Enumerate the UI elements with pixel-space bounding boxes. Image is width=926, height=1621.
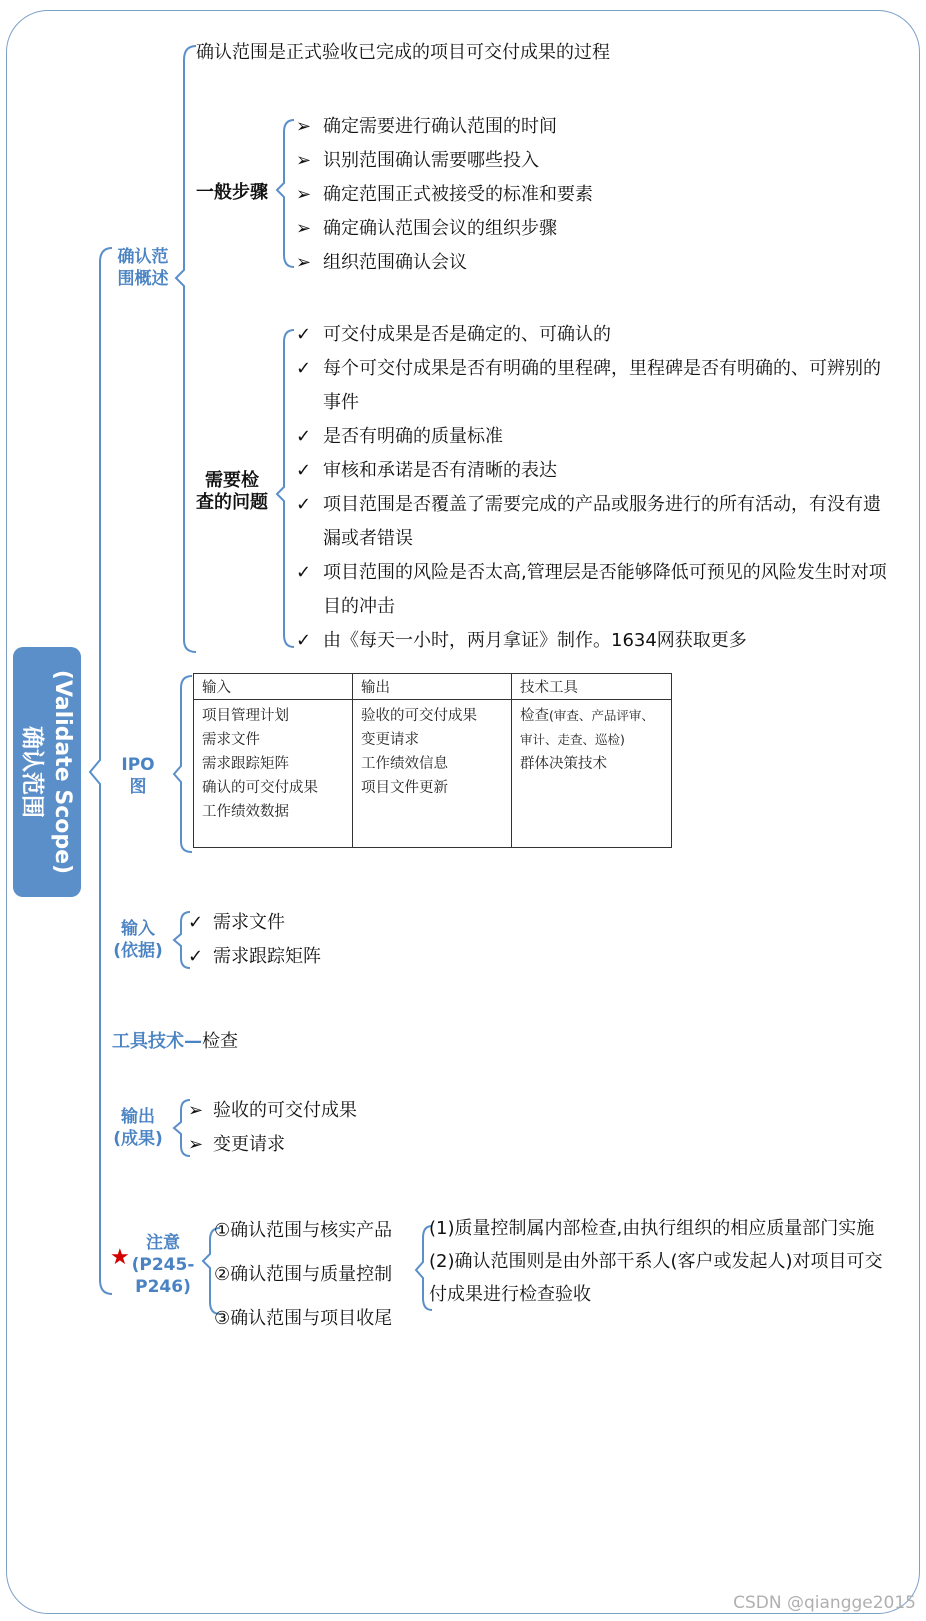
check-icon: ✓: [296, 460, 312, 481]
list-item: ➢ 验收的可交付成果: [188, 1094, 357, 1128]
arrow-icon: ➢: [296, 116, 312, 137]
list-item: ✓ 由《每天一小时，两月拿证》制作。1634网获取更多: [296, 624, 887, 658]
watermark: CSDN @qiangge2015: [733, 1593, 916, 1613]
root-title-zh: 确认范围: [19, 725, 45, 818]
star-icon: ★: [110, 1245, 130, 1270]
list-item: ➢ 变更请求: [188, 1128, 357, 1162]
steps-label: 一般步骤: [196, 182, 268, 203]
main-bracket: [90, 248, 112, 1294]
ipo-header-output: 输出: [353, 674, 512, 700]
check-icon: ✓: [188, 912, 204, 933]
list-item: ➢ 组织范围确认会议: [296, 246, 593, 280]
list-item: ✓ 可交付成果是否是确定的、可确认的: [296, 318, 887, 352]
check-icon: ✓: [188, 946, 204, 967]
arrow-icon: ➢: [296, 184, 312, 205]
outputs-list: [188, 1094, 357, 1162]
steps-bracket: [277, 120, 294, 267]
root-node: [13, 647, 81, 897]
list-item: ➢ 确定范围正式被接受的标准和要素: [296, 178, 593, 212]
questions-bracket: [277, 330, 294, 647]
list-item: ✓ 需求文件: [188, 906, 321, 940]
notes-item-1: ①确认范围与核实产品: [214, 1220, 393, 1241]
list-item: ✓ 需求跟踪矩阵: [188, 940, 321, 974]
ipo-header-tools: 技术工具: [512, 674, 672, 700]
list-item-continued: 事件: [323, 392, 359, 413]
ipo-inputs-cell: 项目管理计划 需求文件 需求跟踪矩阵 确认的可交付成果 工作绩效数据: [194, 700, 353, 848]
notes-label: 注意 (P245- P246): [131, 1233, 195, 1297]
check-icon: ✓: [296, 562, 312, 583]
arrow-icon: ➢: [188, 1134, 204, 1155]
ipo-header-input: 输入: [194, 674, 353, 700]
ipo-outputs-cell: 验收的可交付成果 变更请求 工作绩效信息 项目文件更新: [353, 700, 512, 848]
arrow-icon: ➢: [296, 252, 312, 273]
tools-label: 工具技术—: [112, 1031, 202, 1052]
notes-item-2: ②确认范围与质量控制: [214, 1264, 393, 1285]
check-icon: ✓: [296, 494, 312, 515]
root-title-en: (Validate Scope): [50, 669, 75, 875]
check-icon: ✓: [296, 630, 312, 651]
list-item: ✓ 审核和承诺是否有清晰的表达: [296, 454, 887, 488]
arrow-icon: ➢: [296, 218, 312, 239]
list-item: ✓ 项目范围的风险是否太高,管理层是否能够降低可预见的风险发生时对项: [296, 556, 887, 590]
steps-list: [296, 110, 593, 280]
list-item: ➢ 确定需要进行确认范围的时间: [296, 110, 593, 144]
notes-details: (1)质量控制属内部检查,由执行组织的相应质量部门实施 (2)确认范围则是由外部干系人(客户或发起人)对项目可交 付成果进行检查验收: [429, 1218, 883, 1305]
notes-item-3: ③确认范围与项目收尾: [214, 1308, 393, 1329]
overview-definition: 确认范围是正式验收已完成的项目可交付成果的过程: [196, 42, 610, 63]
list-item: ✓ 项目范围是否覆盖了需要完成的产品或服务进行的所有活动，有没有遗: [296, 488, 887, 522]
arrow-icon: ➢: [188, 1100, 204, 1121]
outputs-label: 输出 (成果): [113, 1107, 163, 1149]
overview-label: 确认范 围概述: [117, 247, 169, 289]
ipo-bracket: [174, 676, 192, 852]
questions-list: [296, 318, 887, 658]
tools-section: [112, 1027, 238, 1053]
list-item-continued: 漏或者错误: [323, 528, 413, 549]
inputs-list: [188, 906, 321, 974]
tools-value: 检查: [202, 1031, 238, 1052]
check-icon: ✓: [296, 358, 312, 379]
check-icon: ✓: [296, 324, 312, 345]
list-item: ✓ 每个可交付成果是否有明确的里程碑，里程碑是否有明确的、可辨别的: [296, 352, 887, 386]
arrow-icon: ➢: [296, 150, 312, 171]
list-item: ➢ 确定确认范围会议的组织步骤: [296, 212, 593, 246]
list-item: ✓ 是否有明确的质量标准: [296, 420, 887, 454]
ipo-label: IPO 图: [121, 755, 155, 797]
ipo-tools-cell: 检查(审查、产品评审、 审计、走查、巡检) 群体决策技术: [512, 700, 672, 848]
list-item-continued: 目的冲击: [323, 596, 395, 617]
inputs-label: 输入 (依据): [113, 919, 163, 961]
check-icon: ✓: [296, 426, 312, 447]
list-item: ➢ 识别范围确认需要哪些投入: [296, 144, 593, 178]
ipo-table: [193, 673, 672, 848]
overview-bracket: [176, 46, 196, 652]
questions-label: 需要检 查的问题: [196, 470, 268, 513]
